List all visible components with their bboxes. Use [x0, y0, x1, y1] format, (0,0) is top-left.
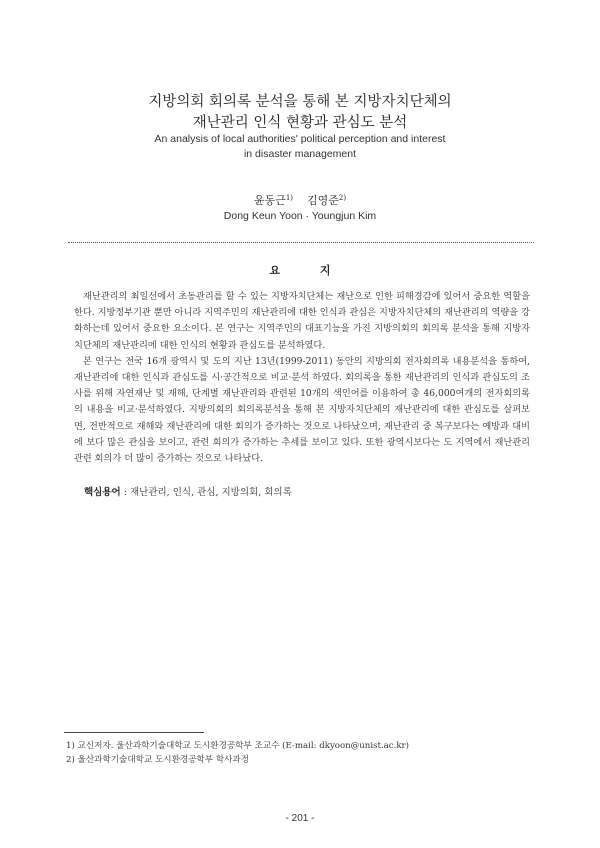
- keywords-separator: :: [120, 487, 130, 498]
- title-korean-line-2: 재난관리 인식 현황과 관심도 분석: [192, 115, 408, 131]
- dotted-separator: [68, 242, 534, 243]
- page-number: - 201 -: [285, 813, 315, 824]
- abstract-paragraph-2: 본 연구는 전국 16개 광역시 및 도의 지난 13년(1999-2011) 동안의 지방의회 전자회의록 내용분석을 통하여, 재난관리에 대한 인식과 관심도를 시·공간적으로 비교·분석 하였다. 회의록을 통한 재난관리의 인식과 관심도의 조사를 위해 자연재난 및 재해, 단계별 재난관리와 관련된 10개의 색인어를 이용하여 총 46,000여개의 전자회의록의 내용을 비교·분석하였다. 지방의회의 회의록분석을 통해 본 지방자치단체의 재난관리에 대한 관심도를 살펴보면, 전반적으로 재해와 재난관리에 대한 회의가 증가하는 것으로 나타났으며, 재난관리 중 복구보다는 예방과 대비에 보다 많은 관심을 보이고, 관련 회의가 증가하는 추세를 보이고 있다. 또한 광역시보다는 도 지역에서 재난관리 관련 회의가 더 많이 증가하는 것으로 나타났다.: [74, 355, 530, 465]
- footnote-2: 2) 울산과학기술대학교 도시환경공학부 학사과정: [66, 755, 250, 765]
- author-1-name: 윤동근: [253, 194, 286, 207]
- author-2-footnote-mark: 2): [338, 194, 347, 202]
- authors-korean: [0, 192, 600, 208]
- abstract-heading: 요 지: [269, 264, 349, 277]
- keywords-text: 재난관리, 인식, 관심, 지방의회, 회의록: [129, 487, 292, 498]
- author-2-name: 김영준: [307, 194, 339, 207]
- title-english: [0, 132, 600, 162]
- title-korean: [0, 92, 600, 134]
- authors-english: Dong Keun Yoon · Youngjun Kim: [223, 210, 377, 222]
- title-korean-line-1: 지방의회 회의록 분석을 통해 본 지방자치단체의: [148, 94, 452, 110]
- abstract-paragraph-1: 재난관리의 최일선에서 초동관리를 할 수 있는 지방자치단체는 재난으로 인한 피해경감에 있어서 중요한 역할을 한다. 지방정부기관 뿐만 아니라 지역주민의 재난관리에 대한 인식과 관심은 지방자치단체의 재난관리의 역량을 강화하는데 있어서 중요한 요소이다. 본 연구는 지역주민의 대표기능을 가진 지방의회의 회의록 분석을 통해 지방자치단체의 재난관리에 대한 인식의 현황과 관심도를 분석하였다.: [74, 291, 530, 351]
- keywords: [84, 484, 292, 498]
- keywords-label: 핵심용어: [84, 487, 121, 498]
- footnotes: [66, 739, 409, 767]
- footnote-1: 1) 교신저자. 울산과학기술대학교 도시환경공학부 조교수 (E-mail: dkyoon@unist.ac.kr): [66, 741, 410, 751]
- title-english-line-1: An analysis of local authorities' political perception and interest: [154, 133, 446, 145]
- footnote-rule: [64, 732, 204, 733]
- abstract-body: [74, 289, 530, 467]
- title-english-line-2: in disaster management: [243, 148, 357, 160]
- author-1-footnote-mark: 1): [285, 194, 293, 202]
